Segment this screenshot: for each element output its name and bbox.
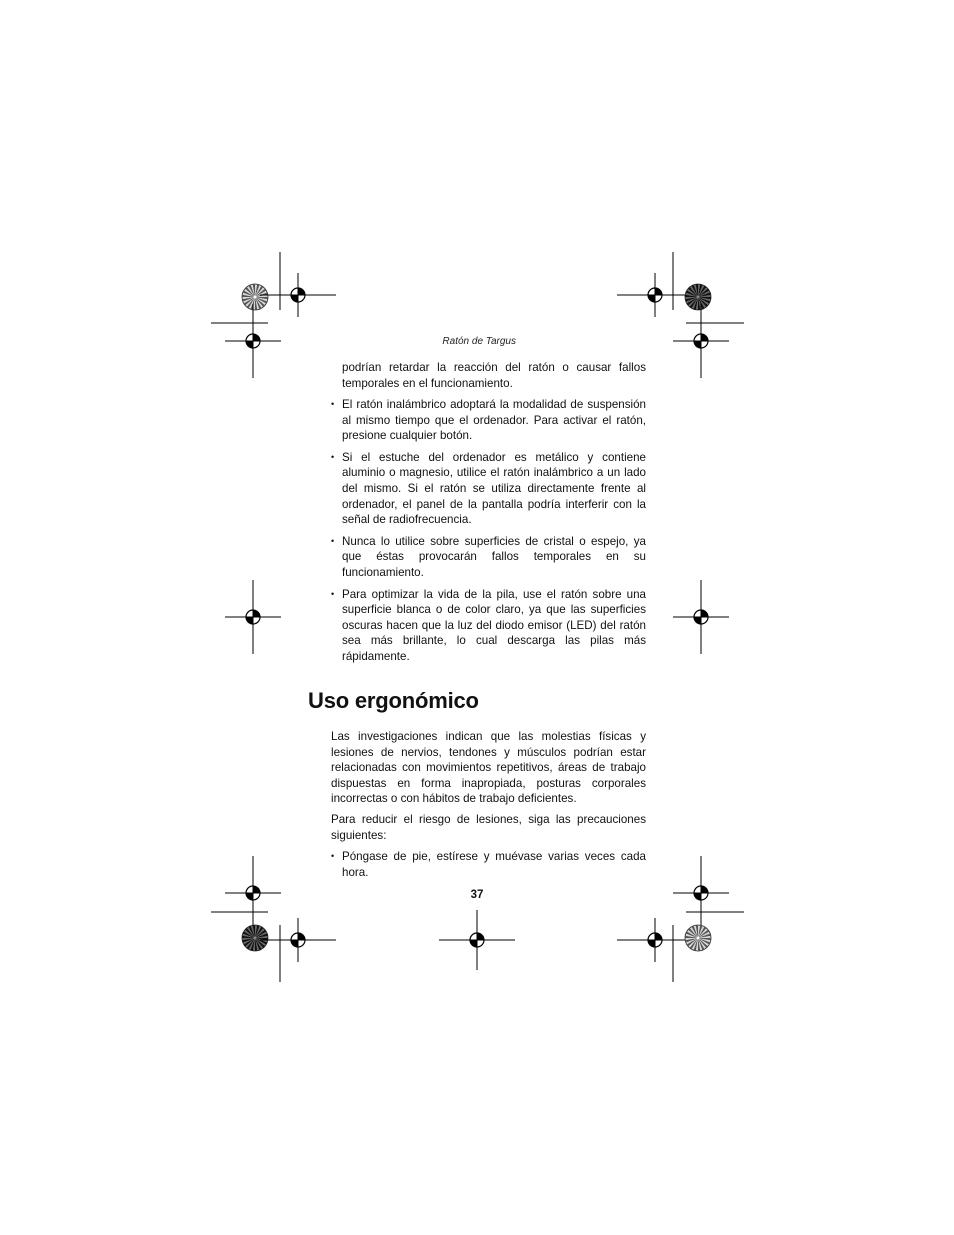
star-target-icon — [242, 925, 268, 951]
star-target-icon — [242, 284, 268, 310]
registration-mark-icon — [225, 580, 281, 654]
list-item: • El ratón inalámbrico adoptará la modalidad de suspensión al mismo tiempo que el ordenador. Para activar el ratón, presione cualquier botón. — [331, 397, 646, 444]
list-item: • Si el estuche del ordenador es metálico y contiene aluminio o magnesio, utilice el ratón inalámbrico a un lado del mismo. Si el ratón se utiliza directamente frente al ordenador, el panel de la pantalla podría interferir con la señal de radiofrecuencia. — [331, 450, 646, 528]
registration-mark-icon — [439, 910, 515, 970]
star-target-icon — [685, 284, 711, 310]
page-number: 37 — [470, 889, 484, 901]
registration-mark-icon — [673, 856, 729, 930]
registration-mark-icon — [225, 304, 281, 378]
registration-mark-icon — [260, 918, 336, 962]
list-item: • Para optimizar la vida de la pila, use el ratón sobre una superficie blanca o de color claro, ya que las superficies oscuras hacen que la luz del diodo emisor (LED) del ratón sea más brillante, lo cual descarga las pilas más rápidamente. — [331, 587, 646, 665]
bullet-list-bottom — [331, 849, 646, 880]
section-paragraph-1: Las investigaciones indican que las molestias físicas y lesiones de nervios, tendones y músculos podrían estar relacionadas con movimientos repetitivos, áreas de trabajo dispuestas en forma inapropiada, posturas corporales incorrectas o con hábitos de trabajo deficientes. — [331, 730, 646, 806]
registration-mark-icon — [673, 304, 729, 378]
registration-mark-icon — [260, 273, 336, 317]
registration-mark-icon — [617, 273, 693, 317]
section-paragraph-2: Para reducir el riesgo de lesiones, siga las precauciones siguientes: — [331, 813, 646, 842]
registration-mark-icon — [225, 856, 281, 930]
list-item: • Póngase de pie, estírese y muévase varias veces cada hora. — [331, 849, 646, 880]
bullet-list-top — [331, 397, 646, 665]
registration-mark-icon — [673, 580, 729, 654]
continuation-paragraph: podrían retardar la reacción del ratón o causar fallos temporales en el funcionamiento. — [342, 361, 646, 390]
running-header: Ratón de Targus — [442, 336, 516, 347]
list-item: • Nunca lo utilice sobre superficies de cristal o espejo, ya que éstas provocarán fallos temporales en su funcionamiento. — [331, 534, 646, 581]
star-target-icon — [685, 925, 711, 951]
registration-mark-icon — [617, 918, 693, 962]
section-heading: Uso ergonómico — [308, 688, 479, 713]
